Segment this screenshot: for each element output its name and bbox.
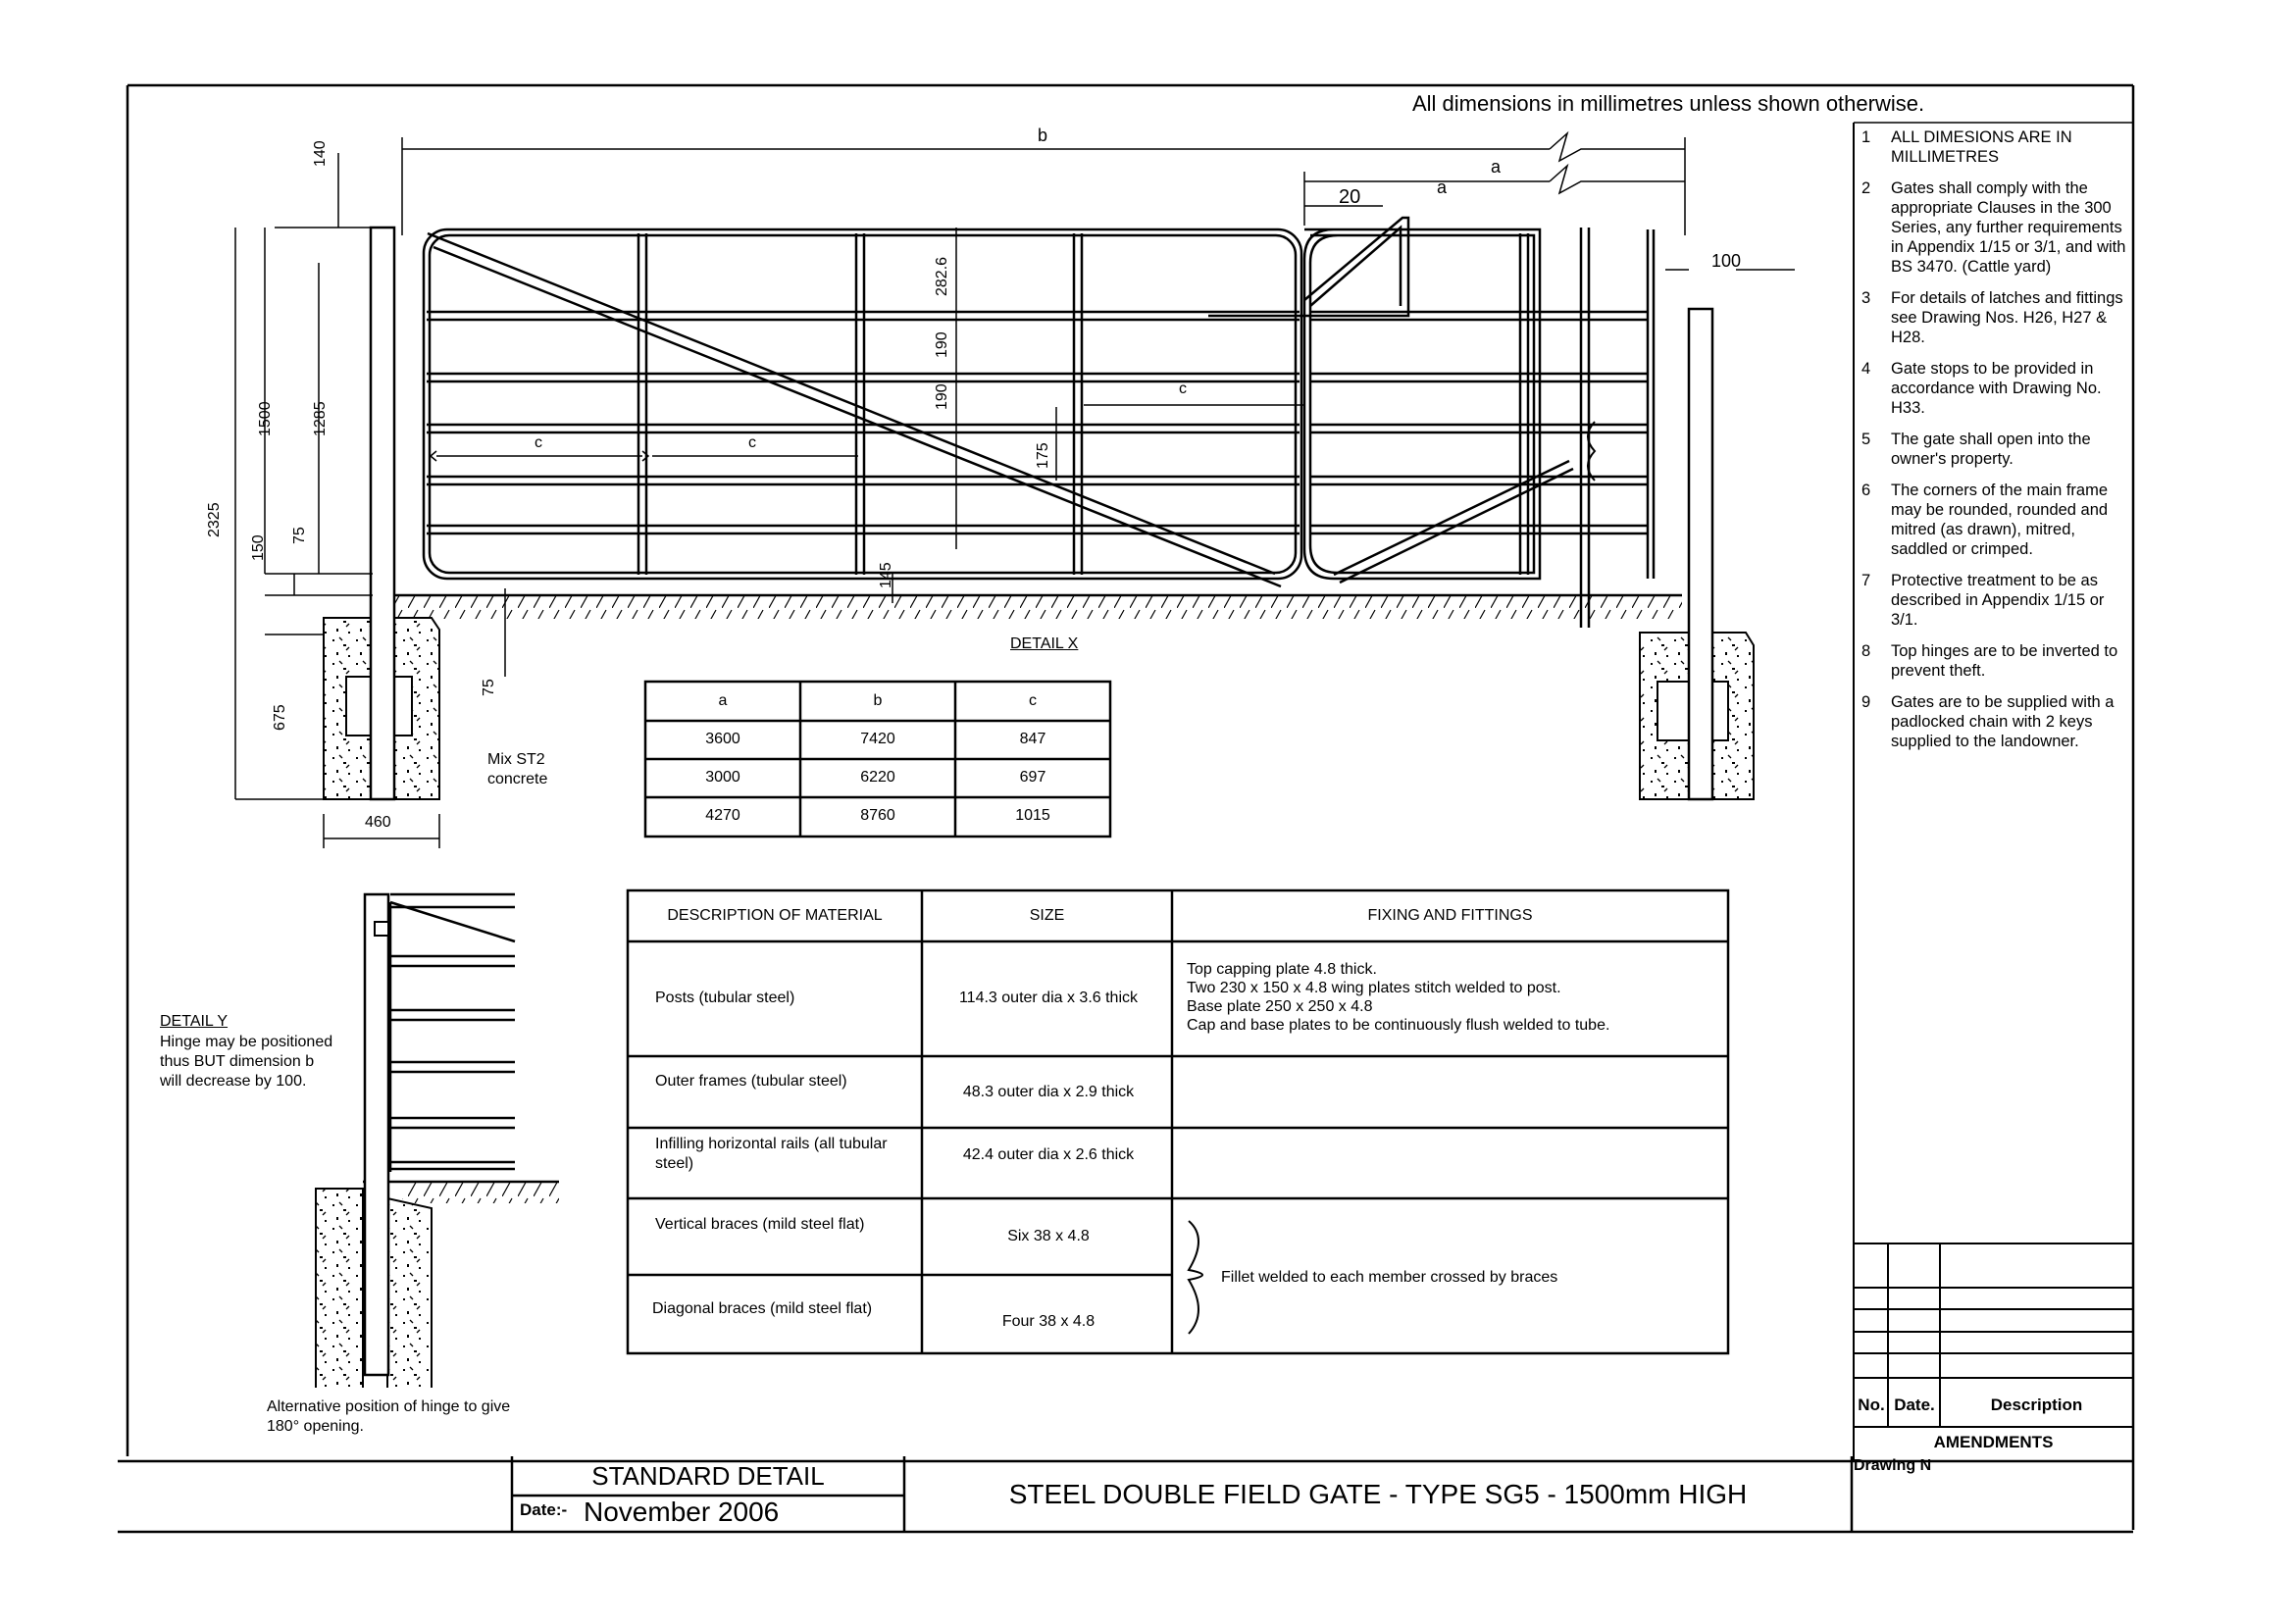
dim-175: 175	[1035, 442, 1051, 469]
material-desc: Outer frames (tubular steel)	[655, 1073, 847, 1090]
drawing-title: STEEL DOUBLE FIELD GATE - TYPE SG5 - 1500mm HIGH	[1008, 1479, 1748, 1509]
header-note: All dimensions in millimetres unless shown otherwise.	[1412, 91, 1925, 116]
note-item	[1861, 481, 2134, 559]
material-desc: Vertical braces (mild steel flat)	[655, 1216, 865, 1233]
dim-1500: 1500	[257, 401, 274, 436]
note-text: Gates are to be supplied with a padlocked chain with 2 keys supplied to the landowner.	[1891, 693, 2115, 750]
note-text: Top hinges are to be inverted to prevent theft.	[1891, 642, 2118, 680]
detail-x-label: DETAIL X	[1010, 635, 1079, 652]
note-number: 9	[1861, 693, 1871, 711]
material-fixings	[1187, 960, 1724, 1035]
material-desc: Diagonal braces (mild steel flat)	[652, 1300, 873, 1317]
abc-cell: 697	[1019, 769, 1046, 786]
note-number: 1	[1861, 128, 1871, 146]
abc-cell: 3600	[705, 731, 740, 747]
note-number: 4	[1861, 360, 1871, 378]
date-label: Date:-	[520, 1500, 568, 1519]
abc-cell: 8760	[860, 807, 895, 824]
note-number: 7	[1861, 572, 1871, 589]
note-text: For details of latches and fittings see Drawing Nos. H26, H27 & H28.	[1891, 289, 2123, 346]
note-text: The gate shall open into the owner's property.	[1891, 431, 2091, 468]
note-item	[1861, 641, 2134, 681]
amendments-col-no: No.	[1858, 1396, 1885, 1414]
dim-a-second: a	[1437, 178, 1448, 197]
amendments-title: AMENDMENTS	[1933, 1433, 2054, 1451]
material-size: Six 38 x 4.8	[1007, 1228, 1090, 1244]
abc-cell: 7420	[860, 731, 895, 747]
braces-fixing: Fillet welded to each member crossed by braces	[1221, 1269, 1558, 1286]
dim-c-right: c	[1179, 381, 1187, 397]
note-item	[1861, 288, 2134, 347]
material-size: 42.4 outer dia x 2.6 thick	[962, 1146, 1135, 1163]
abc-header-c: c	[1029, 692, 1037, 709]
dim-b: b	[1038, 126, 1048, 145]
dim-150: 150	[250, 534, 267, 561]
dim-75: 75	[291, 527, 308, 544]
note-number: 6	[1861, 482, 1871, 499]
dim-675: 675	[272, 704, 288, 731]
materials-header-fix: FIXING AND FITTINGS	[1367, 907, 1533, 924]
note-number: 5	[1861, 431, 1871, 448]
detail-y-title: DETAIL Y	[160, 1013, 229, 1030]
detail-y-sketch	[316, 894, 515, 1388]
dim-460: 460	[365, 814, 391, 831]
abc-header-b: b	[873, 692, 883, 709]
material-fix-line: Cap and base plates to be continuously flush welded to tube.	[1187, 1017, 1610, 1034]
material-fix-line: Top capping plate 4.8 thick.	[1187, 961, 1377, 978]
dim-282-6: 282.6	[934, 256, 950, 296]
dim-a: a	[1491, 157, 1502, 177]
note-number: 2	[1861, 179, 1871, 197]
note-text: The corners of the main frame may be rounded, rounded and mitred (as drawn), mitred, saddled or crimped.	[1891, 482, 2109, 558]
note-text: Protective treatment to be as described in Appendix 1/15 or 3/1.	[1891, 572, 2105, 629]
material-fix-line: Base plate 250 x 250 x 4.8	[1187, 998, 1373, 1015]
note-item	[1861, 571, 2134, 630]
dim-1285: 1285	[312, 401, 329, 436]
amendments-col-desc: Description	[1990, 1396, 2083, 1414]
abc-cell: 3000	[705, 769, 740, 786]
note-number: 3	[1861, 289, 1871, 307]
material-desc: Infilling horizontal rails (all tubular steel)	[655, 1136, 888, 1172]
ground-hatch	[363, 595, 1682, 1203]
drawing-date: November 2006	[584, 1497, 780, 1527]
materials-header-size: SIZE	[1029, 907, 1065, 924]
standard-detail: STANDARD DETAIL	[591, 1461, 825, 1491]
gate-leaf-right	[1208, 218, 1654, 583]
material-size: 114.3 outer dia x 3.6 thick	[958, 990, 1139, 1006]
amendments-col-date: Date.	[1894, 1396, 1935, 1414]
dim-75-lower: 75	[481, 679, 497, 696]
abc-cell: 6220	[860, 769, 895, 786]
dim-145: 145	[878, 562, 894, 588]
dim-c-left: c	[535, 434, 542, 451]
drawing-number-label: Drawing N	[1854, 1457, 1932, 1474]
detail-y-text: Hinge may be positioned thus BUT dimension b will decrease by 100.	[160, 1034, 333, 1090]
gate-leaf-left	[424, 229, 1301, 586]
note-text: Gates shall comply with the appropriate Clauses in the 300 Series, any further requirements in Appendix 1/15 or 3/1, and with BS 3470. (Cattle yard)	[1891, 179, 2126, 276]
dim-c-mid: c	[748, 434, 756, 451]
note-item	[1861, 430, 2134, 469]
dim-190-a: 190	[934, 331, 950, 358]
note-item	[1861, 127, 2134, 167]
dim-100: 100	[1711, 251, 1742, 271]
dim-20: 20	[1339, 186, 1361, 208]
concrete-label: Mix ST2 concrete	[487, 751, 548, 787]
abc-cell: 4270	[705, 807, 740, 824]
note-item	[1861, 178, 2134, 277]
dim-140: 140	[312, 140, 329, 167]
dim-2325: 2325	[206, 502, 223, 537]
materials-header-desc: DESCRIPTION OF MATERIAL	[667, 907, 883, 924]
material-fix-line: Two 230 x 150 x 4.8 wing plates stitch welded to post.	[1187, 980, 1561, 996]
material-size: 48.3 outer dia x 2.9 thick	[962, 1084, 1135, 1100]
detail-y-caption: Alternative position of hinge to give 180° opening.	[267, 1398, 511, 1435]
notes-list	[1861, 127, 2134, 763]
note-number: 8	[1861, 642, 1871, 660]
abc-cell: 847	[1019, 731, 1046, 747]
note-item	[1861, 692, 2134, 751]
abc-cell: 1015	[1015, 807, 1050, 824]
material-desc: Posts (tubular steel)	[655, 990, 795, 1006]
note-item	[1861, 359, 2134, 418]
dim-190-b: 190	[934, 383, 950, 410]
material-size: Four 38 x 4.8	[1001, 1313, 1096, 1330]
gate-posts	[371, 228, 1712, 799]
note-text: ALL DIMESIONS ARE IN MILLIMETRES	[1891, 128, 2072, 166]
abc-header-a: a	[718, 692, 728, 709]
note-text: Gate stops to be provided in accordance with Drawing No. H33.	[1891, 360, 2102, 417]
